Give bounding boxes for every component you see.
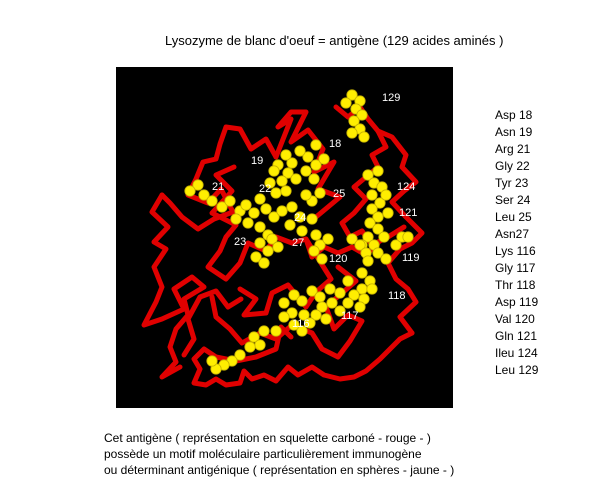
epitope-sphere [241,200,251,210]
epitope-sphere [319,154,329,164]
molecule-viewer[interactable] [116,67,453,408]
epitope-sphere [295,146,305,156]
structure-label: 27 [292,237,305,249]
epitope-sphere [379,232,389,242]
residue-list [495,107,538,379]
epitope-sphere [301,190,311,200]
caption-line: possède un motif moléculaire particulièrement immunogène [104,447,422,461]
epitope-sphere [343,276,353,286]
structure-label: 119 [402,252,420,264]
residue-item: Ser 24 [495,193,531,207]
structure-label: 124 [397,181,416,193]
caption-line: Cet antigène ( représentation en squelette carboné - rouge - ) [104,431,431,445]
epitope-sphere [357,268,367,278]
residue-item: Asp 119 [495,295,539,309]
epitope-sphere [315,188,325,198]
residue-item: Gln 121 [495,329,538,343]
epitope-sphere [255,238,265,248]
epitope-sphere [309,174,319,184]
epitope-sphere [259,326,269,336]
epitope-sphere [259,258,269,268]
epitope-sphere [277,176,287,186]
epitope-sphere [327,298,337,308]
residue-item: Leu 129 [495,363,539,377]
structure-label: 116 [292,318,310,330]
epitope-sphere [317,254,327,264]
epitope-sphere [243,218,253,228]
structure-label: 22 [259,183,272,195]
structure-label: 121 [399,207,418,219]
epitope-sphere [367,190,377,200]
epitope-sphere [381,254,391,264]
residue-item: Ileu 124 [495,346,538,360]
epitope-sphere [291,174,301,184]
epitope-sphere [207,356,217,366]
protein-structure [116,67,453,408]
residue-item: Asp 18 [495,108,533,122]
residue-item: Asn 19 [495,125,533,139]
epitope-sphere [297,296,307,306]
residue-item: Tyr 23 [495,176,529,190]
residue-item: Lys 116 [495,244,536,258]
structure-label: 19 [251,155,264,167]
epitope-sphere [273,242,283,252]
epitope-sphere [311,230,321,240]
epitope-sphere [381,190,391,200]
epitope-sphere [335,288,345,298]
epitope-sphere [263,246,273,256]
epitope-sphere [207,196,217,206]
epitope-sphere [323,234,333,244]
epitope-sphere [325,284,335,294]
epitope-sphere [255,340,265,350]
epitope-sphere [363,256,373,266]
epitope-sphere [271,326,281,336]
epitope-sphere [281,186,291,196]
figure-title: Lysozyme de blanc d'oeuf = antigène (129 acides aminés ) [165,33,504,48]
epitope-sphere [373,166,383,176]
epitope-sphere [231,214,241,224]
epitope-sphere [255,222,265,232]
epitope-sphere [403,232,413,242]
residue-item: Asn27 [495,227,530,241]
residue-item: Gly 22 [495,159,530,173]
residue-item: Leu 25 [495,210,532,224]
structure-label: 23 [234,236,247,248]
epitope-sphere [347,128,357,138]
epitope-sphere [249,208,259,218]
structure-label: 129 [382,92,401,104]
epitope-sphere [279,298,289,308]
caption [104,430,454,478]
epitope-sphere [367,284,377,294]
epitope-sphere [307,214,317,224]
structure-label: 118 [388,290,406,302]
epitope-sphere [185,186,195,196]
epitope-sphere [261,204,271,214]
epitope-sphere [269,166,279,176]
epitope-sphere [343,298,353,308]
epitope-sphere [301,166,311,176]
epitope-sphere [245,342,255,352]
epitope-sphere [225,196,235,206]
epitope-sphere [383,208,393,218]
structure-label: 117 [341,310,359,322]
structure-label: 120 [329,253,348,265]
backbone-segment [144,195,204,377]
residue-item: Arg 21 [495,142,531,156]
epitope-sphere [281,150,291,160]
epitope-sphere [279,312,289,322]
epitope-sphere [311,140,321,150]
structure-label: 25 [333,188,346,200]
epitope-sphere [287,202,297,212]
epitope-sphere [359,132,369,142]
structure-label: 24 [294,212,307,224]
residue-item: Thr 118 [495,278,536,292]
structure-label: 18 [329,138,342,150]
epitope-sphere [271,188,281,198]
residue-item: Val 120 [495,312,535,326]
epitope-sphere [255,194,265,204]
epitope-sphere [341,98,351,108]
structure-label: 21 [212,181,225,193]
epitope-sphere [315,292,325,302]
caption-line: ou déterminant antigénique ( représentation en sphères - jaune - ) [104,463,455,477]
epitope-sphere [277,206,287,216]
epitope-sphere [309,246,319,256]
epitope-sphere [321,314,331,324]
epitope-sphere [297,226,307,236]
residue-item: Gly 117 [495,261,536,275]
